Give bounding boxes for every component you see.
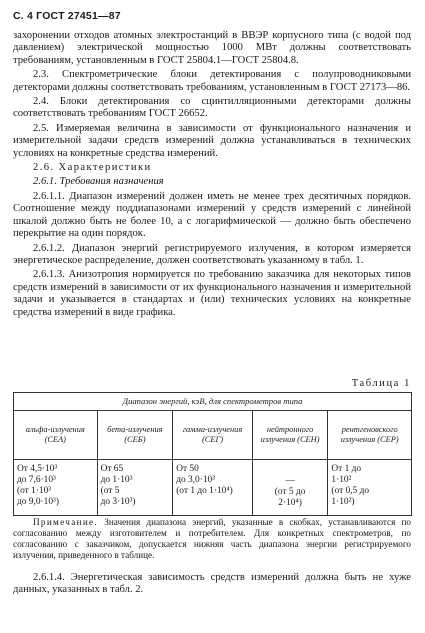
- cell-gamma: [173, 459, 253, 515]
- paragraph-2-6-1-3: 2.6.1.3. Анизотропия нормируется по требованию заказчика для некоторых типов средств измерений в зависимости от их функционального назначения и измерительной задачи и указывается в стандартах и (или) технических условиях на конкретные средства измерений в виде графика.: [13, 269, 411, 318]
- column-header-neutron: нейтронного излучения (СЕН): [252, 410, 328, 459]
- paragraph-2-3: 2.3. Спектрометрические блоки детектирования с полупроводниковыми детекторами должны соответствовать требованиям, установленным в ГОСТ 27173—86.: [13, 69, 411, 93]
- column-header-xray: рентгеновского излучения (СЕР): [328, 410, 412, 459]
- table-note: [13, 517, 411, 561]
- energy-range-table: [13, 392, 412, 516]
- cell-line: От 1 до: [331, 463, 362, 474]
- page-header: С. 4 ГОСТ 27451—87: [13, 10, 121, 22]
- column-header-alpha: альфа-излучения (СЕА): [14, 410, 98, 459]
- paragraph-2-6-1-2: 2.6.1.2. Диапазон энергий регистрируемого излучения, в котором измеряется энергетическое распределение, должен соответствовать указанному в табл. 1.: [13, 242, 411, 266]
- note-text: Значения диапазона энергий, указанные в скобках, устанавливаются по согласованию между изготовителем и потребителем. Для конкретных спектрометров, по согласованию с заказчиком, допускается нижняя часть диапазона энергии регистрируемого излучения, приведенного в таблице.: [13, 517, 412, 560]
- section-heading-2-6-1: 2.6.1. Требования назначения: [33, 176, 164, 188]
- paragraph-continuation: захоронении отходов атомных электростанций в ВВЭР корпусного типа (с водой под давлением) электрической мощностью 1000 МВт должны соответствовать требованиям, установленным в ГОСТ 25804.1—ГОСТ 25804.8.: [13, 30, 411, 66]
- cell-line: (от 5 до: [274, 486, 306, 497]
- cell-line: (от 1·10³: [17, 485, 52, 496]
- note-label: Примечание.: [33, 517, 99, 527]
- cell-neutron: [252, 459, 328, 515]
- cell-line: (от 0,5 до: [331, 485, 370, 496]
- cell-line: —: [285, 475, 295, 486]
- cell-line: до 9,0·10³): [17, 496, 59, 507]
- paragraph-2-6-1-4: 2.6.1.4. Энергетическая зависимость средств измерений должна быть не хуже данных, указанных в табл. 2.: [13, 572, 411, 596]
- column-header-beta: бета-излучения (СЕБ): [97, 410, 173, 459]
- column-header-gamma: гамма-излучения (СЕГ): [173, 410, 253, 459]
- table-caption: Таблица 1: [351, 378, 411, 389]
- cell-beta: [97, 459, 173, 515]
- cell-xray: [328, 459, 412, 515]
- cell-alpha: [14, 459, 98, 515]
- cell-line: до 7,6·10³: [17, 474, 56, 485]
- cell-line: (от 5: [100, 485, 120, 496]
- table-top-header: Диапазон энергий, кэВ, для спектрометров типа: [14, 393, 412, 411]
- cell-line: От 65: [100, 463, 124, 474]
- cell-line: От 50: [176, 463, 199, 474]
- cell-line: 1·10²: [331, 474, 352, 485]
- cell-line: 1·10²): [331, 496, 355, 507]
- paragraph-2-6-1-1: 2.6.1.1. Диапазон измерений должен иметь не менее трех десятичных порядков. Соотношение между поддиапазонами измерений у средств измерений с линейной шкалой должно быть не более 10, а с логарифмической — должно быть обеспечено перекрытие на один порядок.: [13, 190, 411, 240]
- cell-line: От 4,5·10³: [17, 463, 58, 474]
- paragraph-2-4: 2.4. Блоки детектирования со сцинтилляционными детекторами должны соответствовать требованиям ГОСТ 26652.: [13, 96, 411, 120]
- body-text: [13, 30, 411, 321]
- section-heading-2-6: 2.6. Характеристики: [33, 162, 152, 174]
- cell-line: до 1·10³: [100, 474, 133, 485]
- cell-line: до 3,0·10³: [176, 474, 216, 485]
- cell-line: до 3·10³): [100, 496, 136, 507]
- paragraph-2-5: 2.5. Измеряемая величина в зависимости от функционального назначения и измерительной задачи средств измерений должна устанавливаться в технических условиях на конкретные средства измерений.: [13, 122, 411, 159]
- cell-line: 2·10⁴): [278, 497, 302, 508]
- cell-line: (от 1 до 1·10⁴): [176, 485, 233, 496]
